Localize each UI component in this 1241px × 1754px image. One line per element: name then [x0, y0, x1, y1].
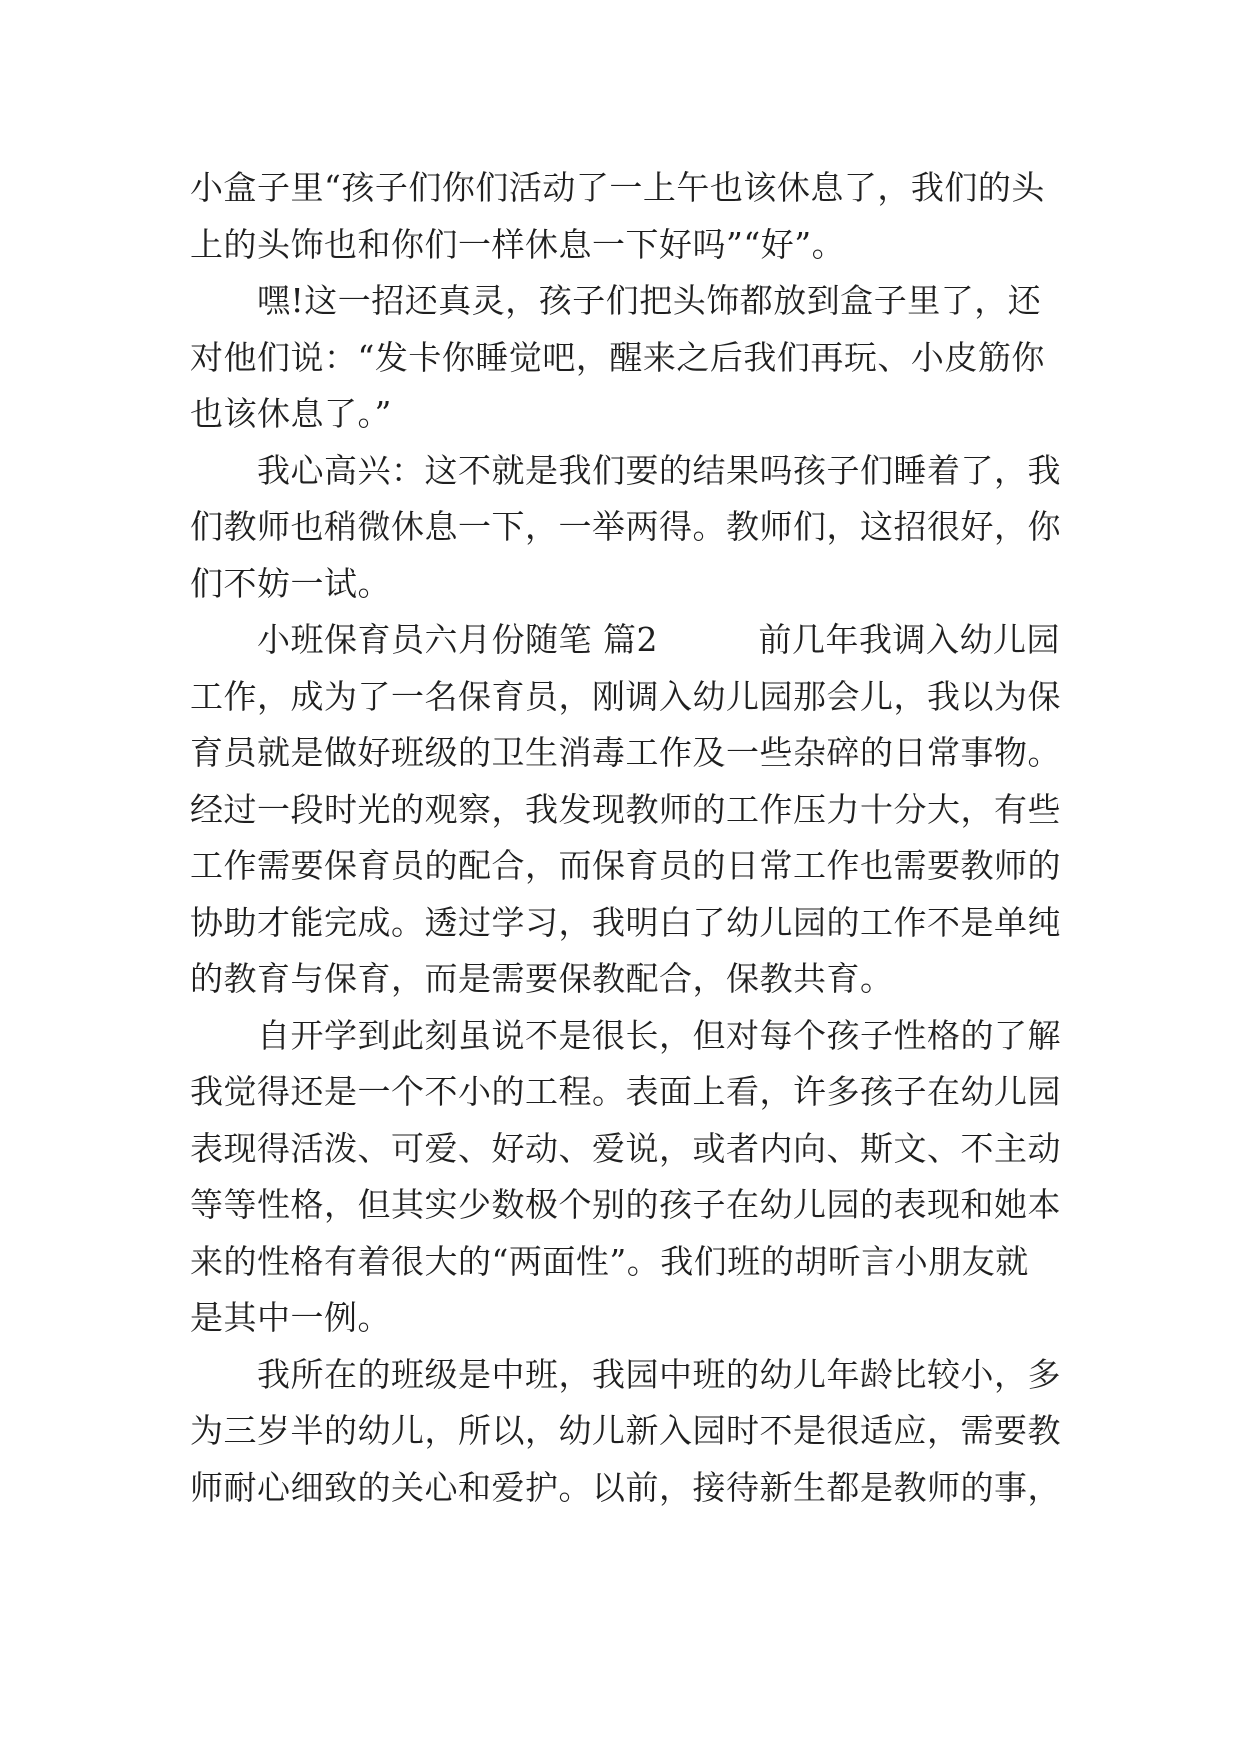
text-line: 小盒子里“孩子们你们活动了一上午也该休息了，我们的头 — [190, 168, 1045, 207]
text-line: 的教育与保育，而是需要保教配合，保教共育。 — [190, 959, 894, 998]
text-line: 我心高兴：这不就是我们要的结果吗孩子们睡着了，我 — [190, 450, 1061, 490]
text-line: 育员就是做好班级的卫生消毒工作及一些杂碎的日常事物。 — [190, 733, 1061, 772]
text-line: 也该休息了。” — [190, 394, 392, 433]
text-line: 嘿!这一招还真灵，孩子们把头饰都放到盒子里了，还 — [190, 281, 1042, 320]
text-line: 表现得活泼、可爱、好动、爱说，或者内向、斯文、不主动 — [190, 1128, 1061, 1168]
text-line: 等等性格，但其实少数极个别的孩子在幼儿园的表现和她本 — [190, 1185, 1061, 1224]
text-line: 是其中一例。 — [190, 1298, 391, 1337]
text-line: 对他们说：“发卡你睡觉吧，醒来之后我们再玩、小皮筋你 — [190, 337, 1045, 377]
text-line: 们教师也稍微休息一下，一举两得。教师们，这招很好，你 — [190, 507, 1061, 546]
text-line: 我所在的班级是中班，我园中班的幼儿年龄比较小，多 — [190, 1354, 1061, 1394]
text-line: 师耐心细致的关心和爱护。以前，接待新生都是教师的事， — [190, 1467, 1061, 1507]
text-line: 协助才能完成。透过学习，我明白了幼儿园的工作不是单纯 — [190, 902, 1061, 942]
text-line: 来的性格有着很大的“两面性”。我们班的胡昕言小朋友就 — [190, 1241, 1029, 1281]
text-line: 我觉得还是一个不小的工程。表面上看，许多孩子在幼儿园 — [190, 1072, 1061, 1111]
section-heading-line: 小班保育员六月份随笔 篇2 前几年我调入幼儿园 — [190, 620, 1060, 659]
text-line: 工作需要保育员的配合，而保育员的日常工作也需要教师的 — [190, 846, 1061, 885]
text-line: 经过一段时光的观察，我发现教师的工作压力十分大，有些 — [190, 789, 1061, 829]
text-line: 工作，成为了一名保育员，刚调入幼儿园那会儿，我以为保 — [190, 676, 1061, 716]
text-line: 为三岁半的幼儿，所以，幼儿新入园时不是很适应，需要教 — [190, 1411, 1061, 1450]
body-text — [190, 160, 1070, 1516]
text-line: 上的头饰也和你们一样休息一下好吗”“好”。 — [190, 224, 846, 264]
text-line: 们不妨一试。 — [190, 563, 391, 603]
text-line: 自开学到此刻虽说不是很长，但对每个孩子性格的了解 — [190, 1015, 1061, 1055]
